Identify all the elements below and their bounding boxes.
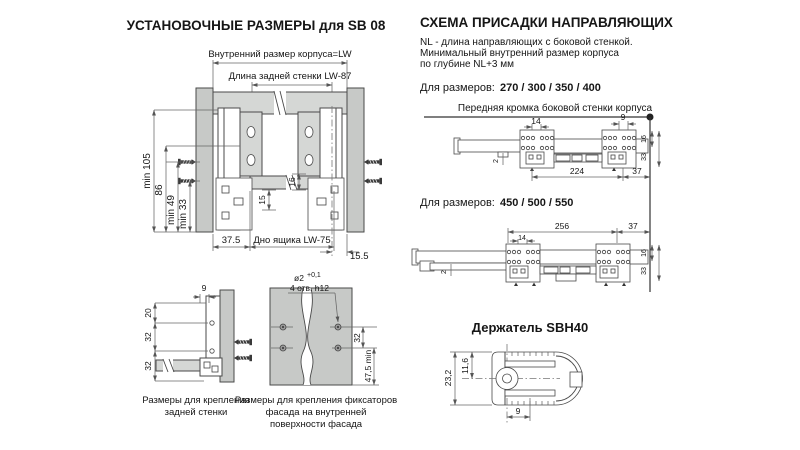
front-detail-caption-3: поверхности фасада [269, 419, 363, 430]
left-title: УСТАНОВОЧНЫЕ РАЗМЕРЫ для SB 08 [126, 18, 386, 33]
screw-icon [364, 178, 382, 184]
dim-224-label: 224 [569, 166, 585, 176]
main-cross-section [178, 88, 382, 256]
dim-bottom-label: Дно ящика LW-75 [253, 235, 331, 246]
dim-15-label: 15 [257, 195, 267, 205]
back-detail-caption-2: задней стенки [164, 407, 228, 418]
dim-min33-label: min 33 [178, 198, 189, 230]
dim-inner-width [208, 49, 351, 90]
dim-16-label: 16 [641, 249, 648, 257]
dim-14-label: 14 [518, 235, 526, 242]
dim-back-wall-label: Длина задней стенки LW-87 [228, 71, 352, 82]
dim-min49-label: min 49 [166, 194, 177, 226]
drilling-diagram-long [412, 221, 659, 286]
break-mark [163, 358, 174, 373]
dim-37-label: 37 [628, 221, 638, 231]
bottom-clamp [200, 358, 222, 376]
screw-icon [364, 159, 382, 165]
holder-latch [570, 372, 582, 387]
dim-32a-label: 32 [143, 332, 153, 342]
slide-rail-long [412, 244, 648, 286]
dim-86-label: 86 [154, 184, 165, 196]
dim-11-6-label: 11,6 [460, 358, 470, 374]
dim-back-wall-length [229, 71, 352, 94]
dim-32b-label: 32 [143, 361, 153, 371]
dim-2-label: 2 [493, 159, 500, 163]
slide-rail-short [454, 130, 648, 171]
holder-title: Держатель SBH40 [471, 320, 589, 335]
dim-37-5-label: 37.5 [221, 235, 241, 246]
dim-37-label: 37 [632, 166, 642, 176]
holder-prong-top [505, 361, 555, 367]
front-edge-label: Передняя кромка боковой стенки корпуса [457, 103, 653, 114]
screw-icon [234, 339, 252, 345]
dim-47-5-label: 47,5 min [363, 349, 373, 383]
drawer-bottom-section [156, 360, 200, 371]
note-line-3: по глубине NL+3 мм [420, 59, 515, 70]
screw-icon [234, 355, 252, 361]
dim-33-label: 33 [641, 267, 648, 275]
dim-9-label: 9 [515, 406, 521, 416]
dim-33-label: 33 [641, 153, 648, 161]
facade-fixing-detail [235, 272, 397, 430]
dim-9-label: 9 [620, 112, 626, 122]
note-line-2: Минимальный внутренний размер корпуса [420, 48, 619, 59]
hole-tolerance-label: +0,1 [307, 272, 321, 279]
dim-32-label: 32 [352, 333, 362, 343]
note-line-1: NL - длина направляющих с боковой стенкой. [420, 37, 633, 48]
dim-20-label: 20 [143, 308, 153, 318]
left-slide-assembly [216, 108, 262, 230]
dim-16-label: 16 [287, 177, 297, 187]
sizes-group-2-values: 450 / 500 / 550 [500, 197, 574, 209]
cabinet-left-wall [196, 88, 213, 232]
sizes-group-2-label: Для размеров: [420, 197, 495, 209]
cabinet-right-wall [347, 88, 364, 232]
diagram2-dims-top [508, 221, 650, 244]
holder-prong-bottom [505, 390, 555, 396]
hole-qty-label: 4 отв. h12 [290, 283, 329, 293]
back-detail-caption-1: Размеры для крепления [142, 395, 250, 406]
dim-15-5-label: 15.5 [350, 251, 369, 262]
dim-14-label: 14 [531, 116, 541, 126]
dim-23-2-label: 23,2 [443, 369, 453, 387]
left-section [127, 18, 398, 430]
dim-inner-width-label: Внутренний размер корпуса=LW [208, 49, 352, 60]
front-detail-caption-2: фасада на внутренней [265, 407, 367, 418]
dim-9-label: 9 [201, 283, 207, 293]
dim-256-label: 256 [554, 221, 570, 231]
front-detail-caption-1: Размеры для крепления фиксаторов [234, 395, 398, 406]
right-title: СХЕМА ПРИСАДКИ НАПРАВЛЯЮЩИХ [420, 15, 673, 30]
holder-sbh40 [443, 320, 588, 424]
break-mark [274, 90, 286, 116]
dim-2-label: 2 [441, 270, 448, 274]
right-slide-assembly [298, 108, 344, 230]
dim-16-label: 16 [641, 135, 648, 143]
right-section [412, 15, 673, 424]
dim-min105-label: min 105 [142, 153, 153, 189]
sizes-group-1-values: 270 / 300 / 350 / 400 [500, 82, 601, 94]
hole-diameter-label: ø2 [294, 273, 304, 283]
sizes-group-1-label: Для размеров: [420, 82, 495, 94]
